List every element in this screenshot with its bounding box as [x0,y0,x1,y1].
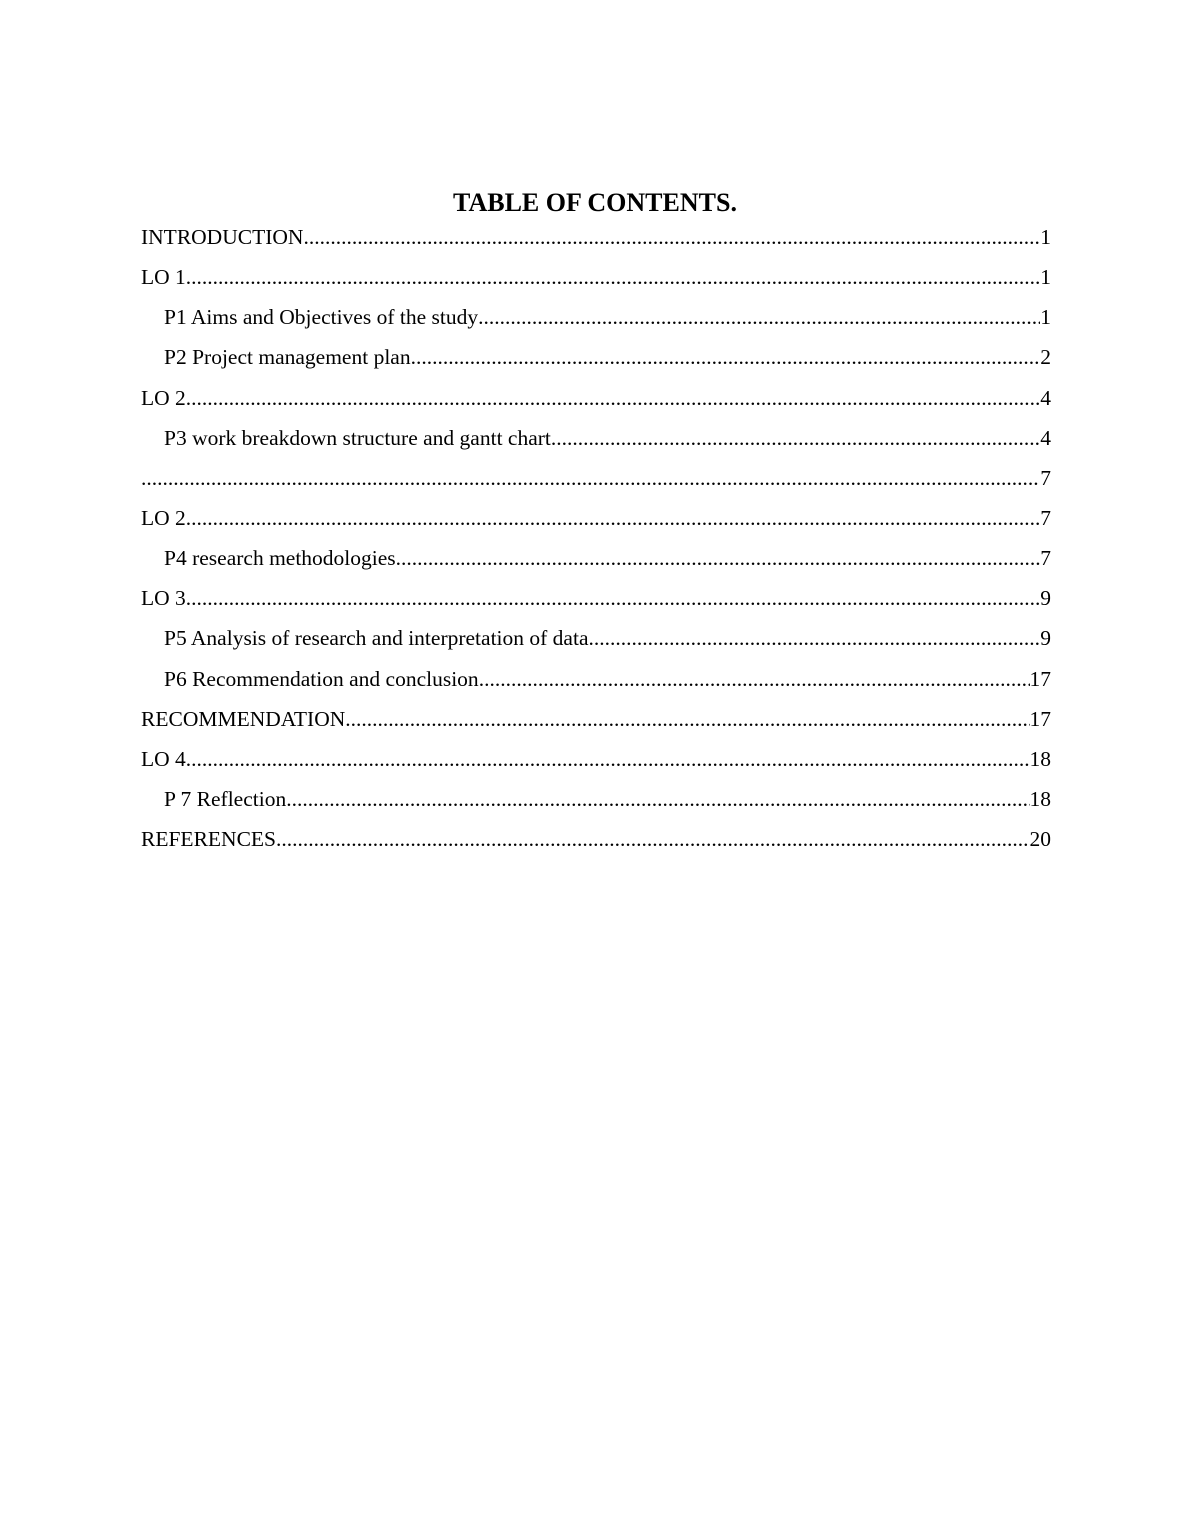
toc-entry[interactable] [141,541,1051,581]
toc-entry[interactable] [141,300,1051,340]
toc-dot-leader [186,501,1040,535]
toc-dot-leader [345,702,1029,736]
toc-entry-label: RECOMMENDATION [141,706,346,731]
toc-dot-leader [411,340,1041,374]
toc-dot-leader [479,662,1030,696]
toc-entry[interactable] [141,461,1051,501]
toc-entry-page-number: 7 [1040,546,1051,571]
toc-entry-page-number: 7 [1040,505,1051,530]
toc-entry-label: LO 4 [141,746,186,771]
toc-dot-leader [478,300,1040,334]
toc-entry-label: P 7 Reflection [164,786,287,811]
toc-entry-page-number: 18 [1029,786,1051,811]
toc-entry-label: LO 2 [141,385,186,410]
toc-entry[interactable] [141,621,1051,661]
toc-entry-page-number: 17 [1029,666,1051,691]
toc-dot-leader [186,742,1030,776]
toc-entry-label: INTRODUCTION [141,225,304,249]
toc-entry-label: P5 Analysis of research and interpretation of data [164,626,589,651]
toc-entry[interactable] [141,501,1051,541]
toc-entry-label: P2 Project management plan [164,345,411,370]
toc-entry[interactable] [141,782,1051,822]
toc-entry[interactable] [141,421,1051,461]
toc-list [141,220,1051,862]
toc-entry-label: LO 3 [141,586,186,611]
toc-entry-label: LO 2 [141,505,186,530]
toc-dot-leader [286,782,1029,816]
toc-entry-label: P6 Recommendation and conclusion [164,666,479,691]
toc-dot-leader [141,461,1040,495]
toc-entry-label: P4 research methodologies [164,546,396,571]
toc-entry-label: P3 work breakdown structure and gantt chart [164,425,551,450]
toc-dot-leader [276,822,1030,856]
toc-entry-page-number: 20 [1029,827,1051,852]
toc-entry[interactable] [141,260,1051,300]
toc-entry[interactable] [141,220,1051,260]
toc-entry-label: REFERENCES [141,827,276,852]
toc-entry[interactable] [141,742,1051,782]
toc-dot-leader [186,260,1040,294]
toc-entry-page-number: 9 [1040,626,1051,651]
toc-entry-label: LO 1 [141,265,186,290]
toc-dot-leader [396,541,1041,575]
toc-entry-page-number: 4 [1040,385,1051,410]
toc-dot-leader [186,581,1040,615]
toc-entry-page-number: 1 [1040,225,1051,249]
toc-entry-page-number: 17 [1029,706,1051,731]
toc-dot-leader [186,381,1040,415]
toc-title: TABLE OF CONTENTS. [453,188,737,217]
toc-dot-leader [589,621,1041,655]
toc-entry-page-number: 18 [1029,746,1051,771]
toc-entry-page-number: 2 [1040,345,1051,370]
toc-entry-page-number: 9 [1040,586,1051,611]
toc-dot-leader [551,421,1040,455]
toc-entry[interactable] [141,381,1051,421]
toc-entry-page-number: 4 [1040,425,1051,450]
toc-entry[interactable] [141,702,1051,742]
toc-dot-leader [303,220,1040,254]
toc-entry[interactable] [141,340,1051,380]
toc-entry-page-number: 1 [1040,305,1051,330]
toc-entry-page-number: 1 [1040,265,1051,290]
toc-entry-label: P1 Aims and Objectives of the study [164,305,479,330]
toc-entry[interactable] [141,662,1051,702]
toc-entry[interactable] [141,822,1051,862]
toc-entry-page-number: 7 [1040,465,1051,490]
toc-entry[interactable] [141,581,1051,621]
